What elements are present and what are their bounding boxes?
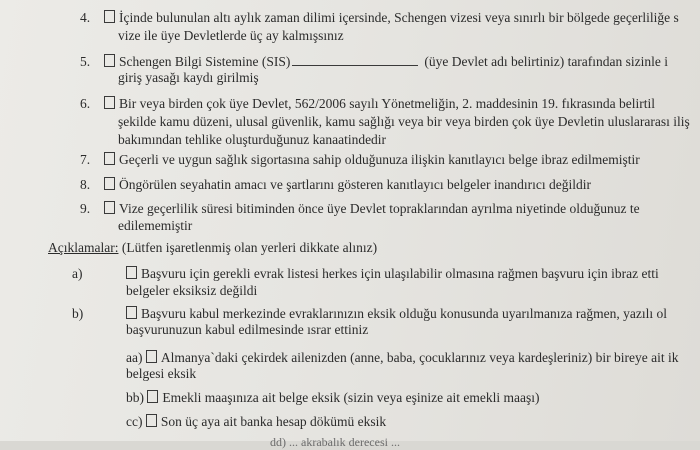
note-cc-checkbox[interactable]	[146, 414, 157, 427]
note-a-label: a)	[72, 266, 83, 281]
item-6-number: 6.	[80, 96, 91, 111]
note-aa-label: aa)	[126, 350, 143, 365]
note-a-checkbox[interactable]	[126, 266, 137, 279]
item-8-line-1: Öngörülen seyahatin amacı ve şartlarını gösteren kanıtlayıcı belgeler inandırıcı değildir	[104, 177, 591, 193]
item-7-checkbox[interactable]	[104, 152, 115, 165]
item-5-checkbox[interactable]	[104, 54, 115, 67]
item-4-number: 4.	[80, 10, 91, 25]
notes-heading-line	[48, 240, 377, 256]
item-9-checkbox[interactable]	[104, 201, 115, 214]
item-8-number: 8.	[80, 177, 91, 192]
notes-heading: Açıklamalar:	[48, 240, 119, 255]
note-dd-fragment: dd) ... akrabalık derecesi ...	[270, 435, 400, 449]
item-5-number: 5.	[80, 54, 91, 69]
item-4-checkbox[interactable]	[104, 10, 115, 23]
note-cc-line-1: cc) Son üç aya ait banka hesap dökümü eksik	[126, 414, 387, 429]
item-8-checkbox[interactable]	[104, 177, 115, 190]
item-9-number: 9.	[80, 201, 91, 216]
note-b-line-1: Başvuru kabul merkezinde evraklarınızın eksik olduğu konusunda uyarılmanıza rağmen, yazılı ol	[126, 306, 667, 322]
note-a-line-2: belgeler eksiksiz değildi	[126, 283, 258, 298]
item-7-line-1: Geçerli ve uygun sağlık sigortasına sahip olduğunuza ilişkin kanıtlayıcı belge ibraz edilmemiştir	[104, 152, 640, 168]
item-4-line-1: İçinde bulunulan altı aylık zaman dilimi içersinde, Schengen vizesi veya sınırlı bir bölgede geçerliliğe s	[104, 10, 679, 26]
item-4-line-2: vize ile üye Devletlerde üç ay kalmışsınız	[118, 28, 344, 43]
item-6-line-2: şekilde kamu düzeni, ulusal güvenlik, kamu sağlığı veya bir veya birden çok üye Devletin uluslararası iliş	[118, 114, 690, 129]
item-9-line-1: Vize geçerlilik süresi bitiminden önce üye Devlet topraklarından ayrılma niyetinde olduğunuz te	[104, 201, 640, 217]
country-blank[interactable]	[292, 54, 418, 66]
item-5-line-2: giriş yasağı kaydı girilmiş	[118, 70, 259, 85]
note-bb-line-1: bb) Emekli maaşınıza ait belge eksik (sizin veya eşinize ait emekli maaşı)	[126, 390, 540, 405]
note-b-line-2: başvurunuzun kabul edilmesinde ısrar ettiniz	[126, 322, 369, 337]
note-bb-checkbox[interactable]	[147, 390, 158, 403]
item-6-checkbox[interactable]	[104, 96, 115, 109]
item-6-line-3: bakımından tehlike oluşturduğunuz kanaatindedir	[118, 132, 387, 147]
item-6-line-1: Bir veya birden çok üye Devlet, 562/2006 sayılı Yönetmeliğin, 2. maddesinin 19. fıkrasında belirtil	[104, 96, 655, 112]
note-a-line-1: Başvuru için gerekli evrak listesi herkes için ulaşılabilir olmasına rağmen başvuru için ibraz etti	[126, 266, 659, 282]
item-5-line-1: Schengen Bilgi Sistemine (SIS) (üye Devlet adı belirtiniz) tarafından sizinle i	[104, 54, 668, 70]
notes-heading-rest: (Lütfen işaretlenmiş olan yerleri dikkate alınız)	[121, 240, 378, 255]
note-aa-checkbox[interactable]	[146, 350, 157, 363]
note-b-checkbox[interactable]	[126, 306, 137, 319]
item-9-line-2: edilememiştir	[118, 218, 193, 233]
note-aa-line-1: aa) Almanya`daki çekirdek ailenizden (anne, baba, çocuklarınız veya kardeşleriniz) bir bireye ait ik	[126, 350, 679, 365]
note-aa-line-2: belgesi eksik	[126, 366, 197, 381]
note-bb-label: bb)	[126, 390, 144, 405]
item-7-number: 7.	[80, 152, 91, 167]
note-b-label: b)	[72, 306, 84, 321]
note-cc-label: cc)	[126, 414, 143, 429]
